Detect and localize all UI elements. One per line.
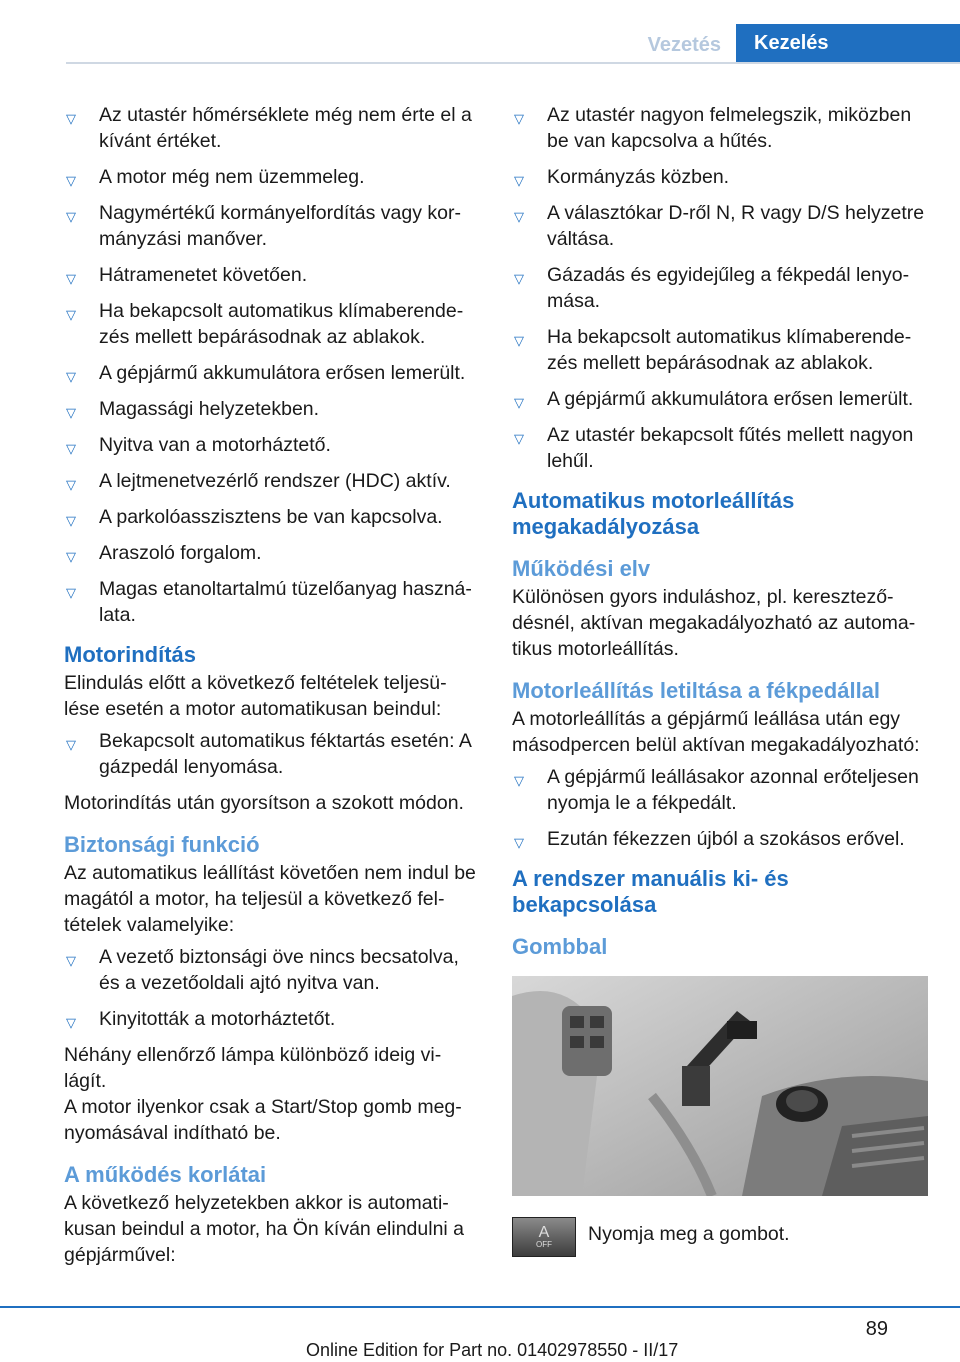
paragraph-biztonsagi: Az automatikus leállítást követően nem indul be magától a motor, ha teljesül a következő fel‐tételek valamelyike: bbox=[64, 862, 476, 936]
triangle-bullet-icon: ▽ bbox=[514, 395, 524, 410]
heading-motorinditas: Motorindítás bbox=[64, 642, 196, 667]
brake-list bbox=[512, 764, 928, 852]
list-item: ▽ A vezető biztonsági öve nincs becsatolva, és a vezetőoldali ajtó nyitva van. bbox=[66, 946, 459, 994]
list-item: ▽ Magassági helyzetekben. bbox=[64, 396, 480, 422]
triangle-bullet-icon: ▽ bbox=[66, 369, 76, 384]
list-item: ▽ Ha bekapcsolt automatikus klímaberende‐zés mellett bepárásodnak az ablakok. bbox=[66, 300, 464, 348]
list-item: ▽ Bekapcsolt automatikus féktartás esetén: A gázpedál lenyomása. bbox=[66, 730, 471, 778]
triangle-bullet-icon: ▽ bbox=[66, 953, 76, 968]
paragraph-lampa: Néhány ellenőrző lámpa különböző ideig vi‐lágít. bbox=[64, 1044, 442, 1092]
header-rule bbox=[66, 62, 960, 64]
list-item: ▽ Nagymértékű kormányelfordítás vagy kor‐mányzási manőver. bbox=[66, 202, 461, 250]
motorinditas-list bbox=[64, 728, 480, 780]
triangle-bullet-icon: ▽ bbox=[66, 549, 76, 564]
heading-mukodesi-elv: Működési elv bbox=[512, 556, 651, 581]
paragraph-korlatai: A következő helyzetekben akkor is automati‐kusan beindul a motor, ha Ön kíván elindulni a gépjárművel: bbox=[64, 1192, 465, 1266]
heading-gombbal: Gombbal bbox=[512, 934, 608, 959]
list-item: ▽ A lejtmenetvezérlő rendszer (HDC) aktív. bbox=[64, 468, 480, 494]
left-column bbox=[64, 102, 480, 1268]
list-item: ▽ Hátramenetet követően. bbox=[64, 262, 480, 288]
heading-megakadalyozasa: Automatikus motorleállítás megakadályozása bbox=[512, 488, 795, 539]
triangle-bullet-icon: ▽ bbox=[66, 111, 76, 126]
list-item: ▽ A parkolóasszisztens be van kapcsolva. bbox=[64, 504, 480, 530]
right-column bbox=[512, 102, 928, 1257]
paragraph-startstop: A motor ilyenkor csak a Start/Stop gomb meg‐nyomásával indítható be. bbox=[64, 1096, 462, 1144]
paragraph-letiltasa: A motorleállítás a gépjármű leállása után egy másodpercen belül aktívan megakadályozható: bbox=[512, 708, 920, 756]
list-item: ▽ A gépjármű akkumulátora erősen lemerült. bbox=[64, 360, 480, 386]
list-item: ▽ Magas etanoltartalmú tüzelőanyag haszná‐lata. bbox=[66, 578, 472, 626]
list-item: ▽ Ha bekapcsolt automatikus klímaberende‐zés mellett bepárásodnak az ablakok. bbox=[514, 326, 912, 374]
paragraph-motorinditas: Elindulás előtt a következő feltételek teljesü‐lése esetén a motor automatikusan beindul: bbox=[64, 672, 447, 720]
icon-off-label: OFF bbox=[536, 1239, 552, 1249]
list-item: ▽ Nyitva van a motorháztető. bbox=[64, 432, 480, 458]
triangle-bullet-icon: ▽ bbox=[514, 111, 524, 126]
conditions-list-left bbox=[64, 102, 480, 628]
paragraph-press-button: Nyomja meg a gombot. bbox=[588, 1223, 790, 1245]
heading-mukodes-korlatai: A működés korlátai bbox=[64, 1162, 267, 1187]
triangle-bullet-icon: ▽ bbox=[66, 513, 76, 528]
triangle-bullet-icon: ▽ bbox=[66, 307, 76, 322]
list-item: ▽ A motor még nem üzemmeleg. bbox=[64, 164, 480, 190]
heading-biztonsagi-funkcio: Biztonsági funkció bbox=[64, 832, 260, 857]
triangle-bullet-icon: ▽ bbox=[66, 173, 76, 188]
icon-letter: A bbox=[538, 1223, 550, 1241]
triangle-bullet-icon: ▽ bbox=[66, 271, 76, 286]
list-item: ▽ Ezután fékezzen újból a szokásos erővel. bbox=[512, 826, 928, 852]
paragraph-after-start: Motorindítás után gyorsítson a szokott módon. bbox=[64, 792, 464, 814]
page-number: 89 bbox=[865, 1318, 888, 1340]
triangle-bullet-icon: ▽ bbox=[514, 173, 524, 188]
triangle-bullet-icon: ▽ bbox=[514, 271, 524, 286]
section-tab[interactable]: Vezetés bbox=[647, 34, 721, 56]
safety-list bbox=[64, 944, 480, 1032]
triangle-bullet-icon: ▽ bbox=[66, 737, 76, 752]
list-item: ▽ Kormányzás közben. bbox=[512, 164, 928, 190]
triangle-bullet-icon: ▽ bbox=[66, 405, 76, 420]
list-item: ▽ Gázadás és egyidejűleg a fékpedál lenyo‐mása. bbox=[514, 264, 910, 312]
auto-start-stop-off-icon bbox=[512, 1217, 576, 1257]
triangle-bullet-icon: ▽ bbox=[66, 441, 76, 456]
heading-manualis: A rendszer manuális ki- és bekapcsolása bbox=[512, 866, 789, 917]
list-item: ▽ A gépjármű akkumulátora erősen lemerült. bbox=[512, 386, 928, 412]
footer-rule bbox=[0, 1306, 960, 1308]
triangle-bullet-icon: ▽ bbox=[514, 333, 524, 348]
list-item: ▽ Az utastér bekapcsolt fűtés mellett nagyon lehűl. bbox=[514, 424, 914, 472]
active-chapter-tab[interactable]: Kezelés bbox=[736, 24, 960, 62]
triangle-bullet-icon: ▽ bbox=[66, 477, 76, 492]
dashboard-button-photo bbox=[512, 976, 928, 1196]
auto-start-stop-instruction bbox=[512, 1217, 928, 1257]
list-item: ▽ Az utastér nagyon felmelegszik, miközben be van kapcsolva a hűtés. bbox=[514, 104, 912, 152]
triangle-bullet-icon: ▽ bbox=[514, 835, 524, 850]
list-item: ▽ Kinyitották a motorháztetőt. bbox=[64, 1006, 480, 1032]
triangle-bullet-icon: ▽ bbox=[66, 1015, 76, 1030]
edition-note: Online Edition for Part no. 01402978550 - II/17 bbox=[306, 1340, 679, 1360]
list-item: ▽ A választókar D-ről N, R vagy D/S helyzetre váltása. bbox=[514, 202, 925, 250]
list-item: ▽ Araszoló forgalom. bbox=[64, 540, 480, 566]
paragraph-mukodesi: Különösen gyors induláshoz, pl. keresztező‐désnél, aktívan megakadályozható az automa‐tikus motorleállítás. bbox=[512, 586, 916, 660]
triangle-bullet-icon: ▽ bbox=[66, 585, 76, 600]
triangle-bullet-icon: ▽ bbox=[514, 773, 524, 788]
heading-letiltasa: Motorleállítás letiltása a fékpedállal bbox=[512, 678, 881, 703]
triangle-bullet-icon: ▽ bbox=[66, 209, 76, 224]
list-item: ▽ Az utastér hőmérséklete még nem érte el a kívánt értéket. bbox=[66, 104, 472, 152]
list-item: ▽ A gépjármű leállásakor azonnal erőteljesen nyomja le a fékpedált. bbox=[514, 766, 919, 814]
triangle-bullet-icon: ▽ bbox=[514, 431, 524, 446]
triangle-bullet-icon: ▽ bbox=[514, 209, 524, 224]
conditions-list-right bbox=[512, 102, 928, 474]
